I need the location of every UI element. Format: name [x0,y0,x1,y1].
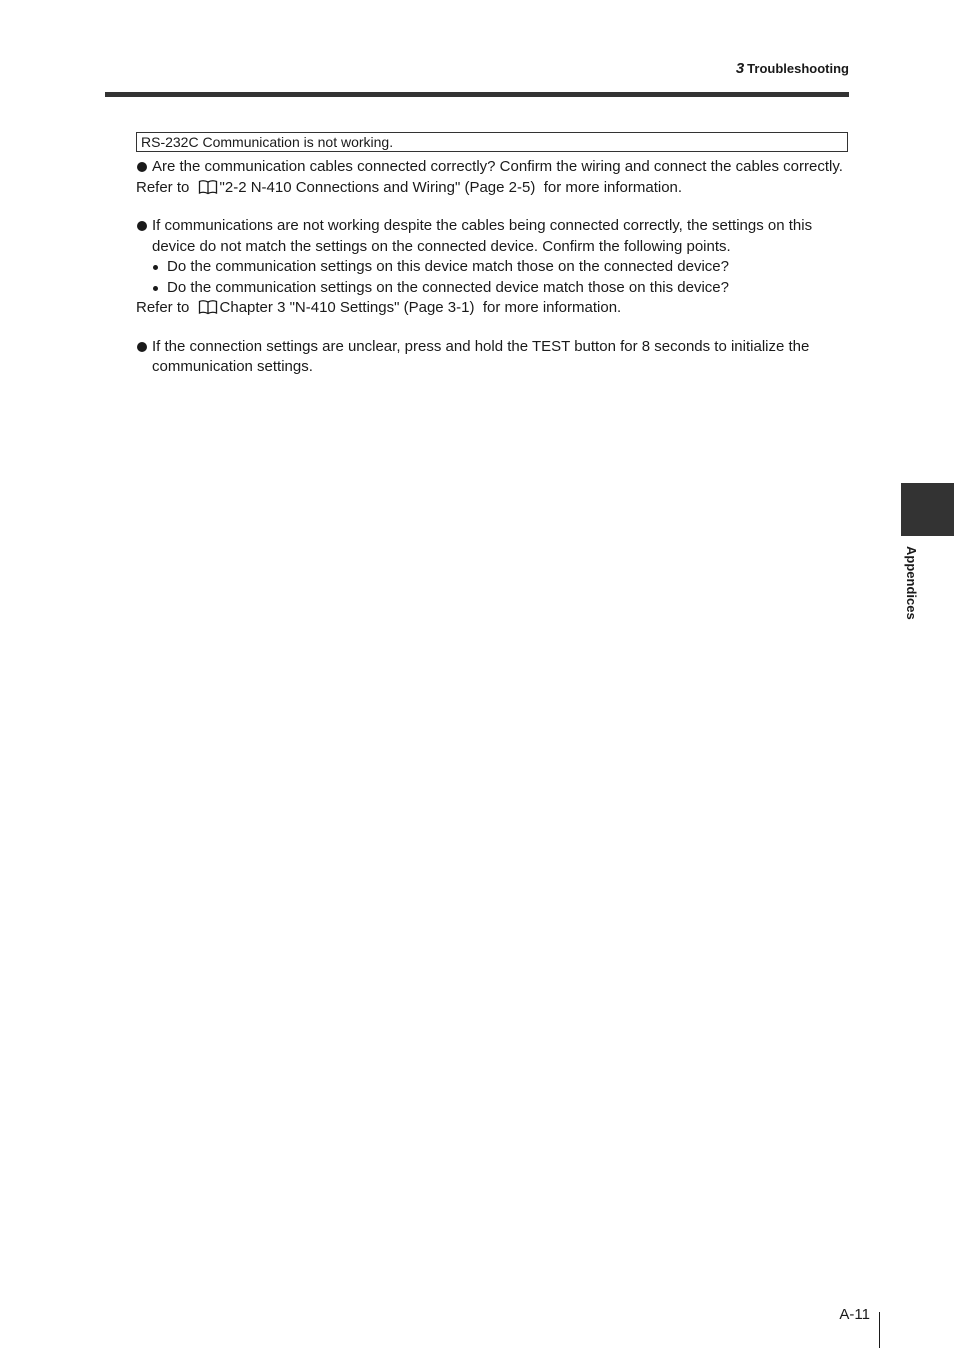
page-number: A-11 [839,1306,870,1323]
small-bullet-icon [153,286,158,291]
section-tab [901,483,954,536]
sub-check-item [136,257,850,278]
refer-suffix: for more information. [543,178,683,196]
header-rule [105,92,849,97]
reference-line [136,298,850,319]
book-icon [198,299,218,315]
check-item [136,337,850,378]
refer-prefix: Refer to [136,299,190,316]
book-icon [198,179,218,195]
section-tab-label: Appendices [904,546,919,620]
check-item-text: If communications are not working despite the cables being connected correctly, the settings on this device do not match the settings on the connected device. Confirm the following points. [152,217,813,255]
reference-link[interactable]: "2-2 N-410 Connections and Wiring" (Page 2-5) [219,178,536,196]
chapter-title: Troubleshooting [747,61,849,76]
issue-title-box [136,132,848,152]
reference-link[interactable]: Chapter 3 "N-410 Settings" (Page 3-1) [219,299,475,316]
check-item-text: Are the communication cables connected correctly? Confirm the wiring and connect the cables correctly. [152,158,843,175]
bullet-icon [137,162,147,172]
troubleshooting-content [136,157,850,378]
check-item [136,216,850,257]
chapter-number: 3 [735,60,745,77]
sub-check-item-text: Do the communication settings on this device match those on the connected device? [167,258,729,275]
sub-check-item-text: Do the communication settings on the connected device match those on this device? [167,278,729,296]
bullet-icon [137,221,147,231]
sub-check-item [136,278,850,299]
refer-prefix: Refer to [136,178,190,196]
issue-title: RS-232C Communication is not working. [141,134,394,150]
check-item [136,157,850,178]
running-header [736,60,849,77]
refer-suffix: for more information. [482,299,622,316]
small-bullet-icon [153,265,158,270]
bullet-icon [137,342,147,352]
check-item-text: If the connection settings are unclear, press and hold the TEST button for 8 seconds to initialize the communication settings. [152,337,810,375]
footer-rule [879,1312,880,1348]
reference-line [136,178,850,199]
